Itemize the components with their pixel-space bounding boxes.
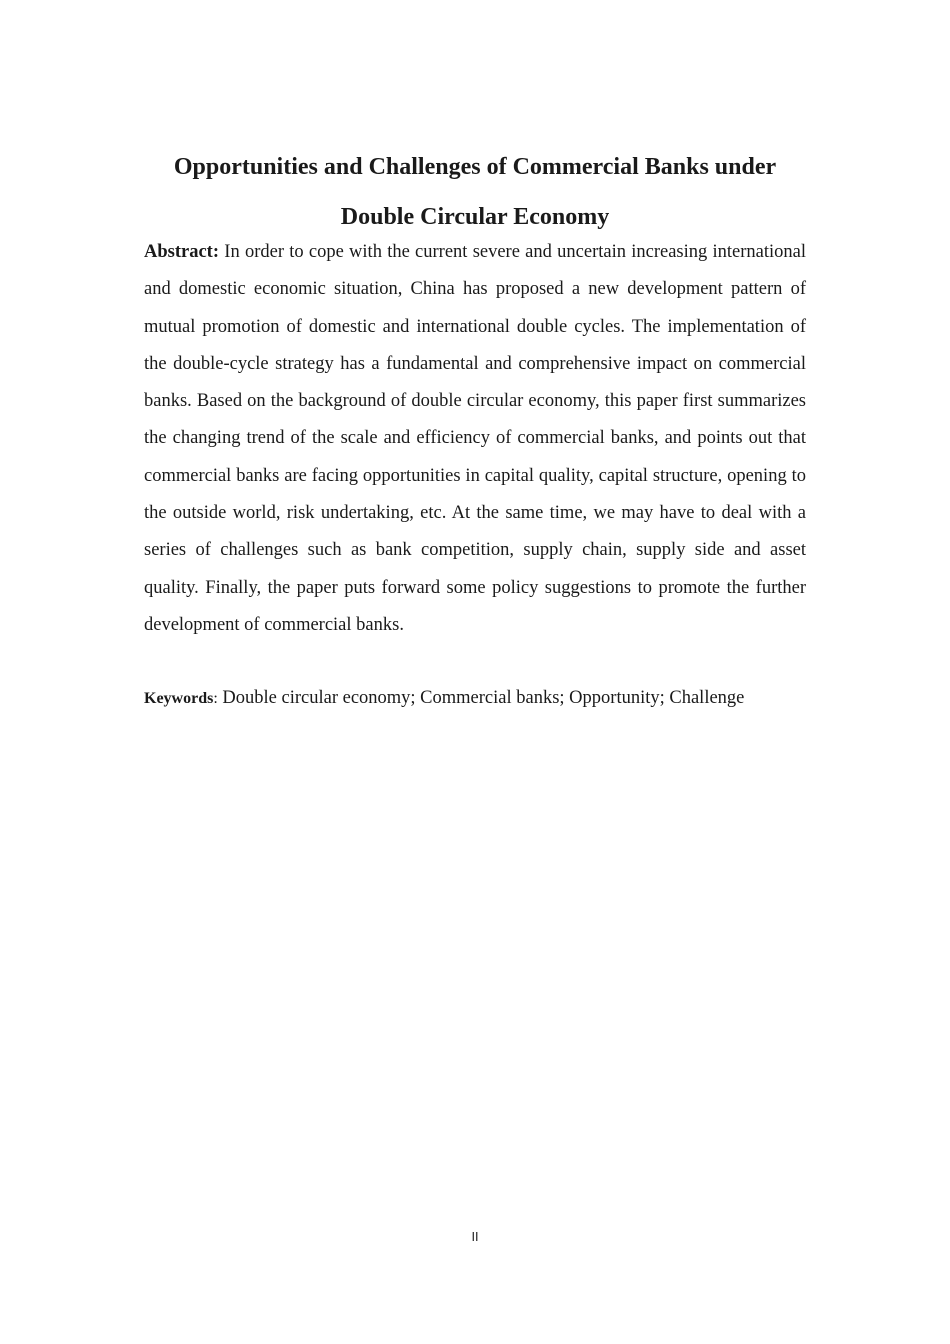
paper-title: Opportunities and Challenges of Commercial Banks under Double Circular Economy (173, 154, 777, 230)
abstract-text: In order to cope with the current severe and uncertain increasing international and domestic economic situation, China has proposed a new development pattern of mutual promotion of domestic and international double cycles. The implementation of the double-cycle strategy has a fundamental and comprehensive impact on commercial banks. Based on the background of double circular economy, this paper first summarizes the changing trend of the scale and efficiency of commercial banks, and points out that commercial banks are facing opportunities in capital quality, capital structure, opening to the outside world, risk undertaking, etc. At the same time, we may have to deal with a series of challenges such as bank competition, supply chain, supply side and asset quality. Finally, the paper puts forward some policy suggestions to promote the further development of commercial banks. (144, 242, 806, 635)
page-number: II (471, 1230, 479, 1244)
abstract-paragraph (144, 234, 806, 644)
keywords-line (144, 684, 844, 713)
keywords-text: Double circular economy; Commercial banks; Opportunity; Challenge (222, 688, 745, 708)
keywords-label: Keywords (144, 690, 214, 707)
abstract-label: Abstract: (144, 242, 220, 262)
keywords-separator: : (213, 690, 218, 707)
